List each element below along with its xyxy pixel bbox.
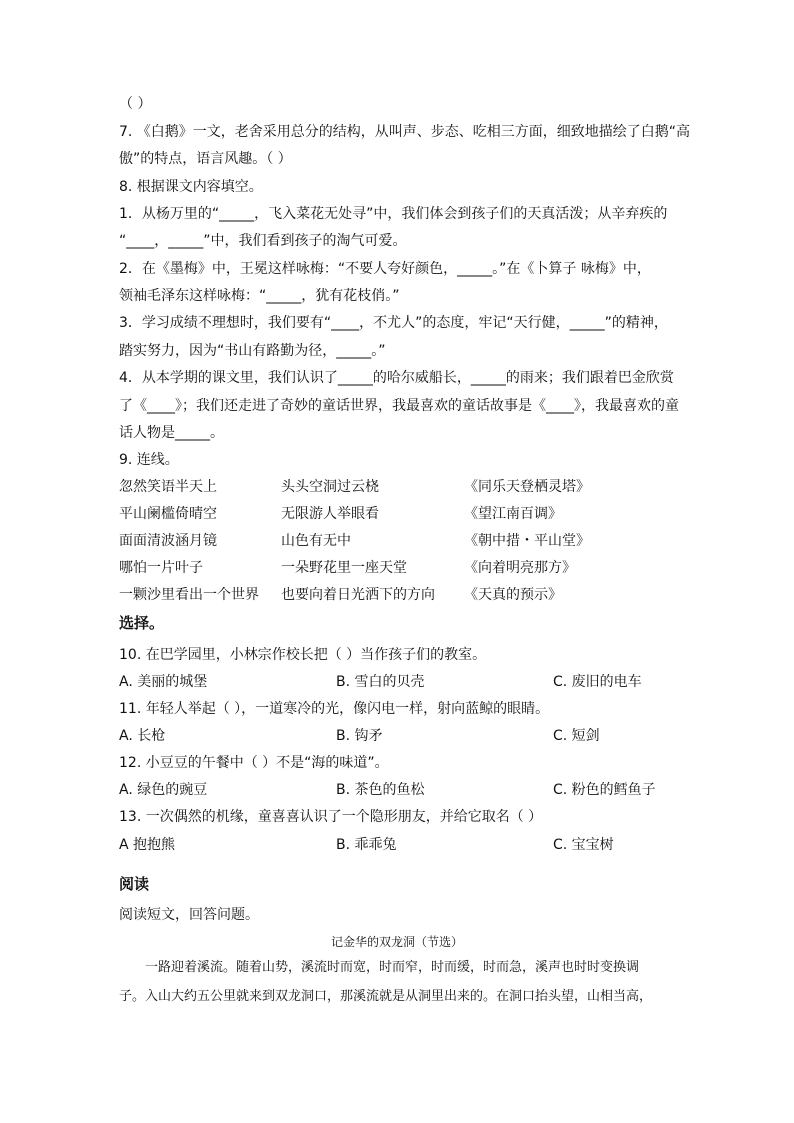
question-7-line-1: 7. 《白鹅》一文，老舍采用总分的结构，从叫声、步态、吃相三方面，细致地描绘了白鹅“高 — [119, 124, 691, 140]
match-left-1: 忽然笑语半天上 — [119, 479, 217, 495]
question-10-option-b: B. 雪白的贝壳 — [336, 674, 425, 690]
match-left-2: 平山阑槛倚晴空 — [119, 506, 217, 522]
match-right-1: 《同乐天登栖灵塔》 — [464, 479, 590, 495]
question-13-option-b: B. 乖乖兔 — [336, 837, 397, 853]
question-8-1-line-1: 1．从杨万里的“_____，飞入菜花无处寻”中，我们体会到孩子们的天真活泼；从辛弃疾的 — [119, 206, 668, 222]
question-12-option-c: C. 粉色的鳕鱼子 — [553, 782, 656, 798]
question-8-4-line-3: 话人物是_____。 — [119, 425, 224, 441]
match-middle-1: 头头空洞过云桡 — [281, 479, 379, 495]
section-heading-reading: 阅读 — [119, 875, 150, 893]
question-12-option-a: A. 绿色的豌豆 — [119, 782, 208, 798]
passage-title: 记金华的双龙洞（节选） — [330, 935, 463, 949]
passage-line-1: 一路迎着溪流。随着山势，溪流时而宽，时而窄，时而缓，时而急，溪声也时时变换调 — [119, 960, 640, 975]
question-11-option-b: B. 钩矛 — [336, 728, 383, 744]
question-11-option-c: C. 短剑 — [553, 728, 600, 744]
question-13-option-c: C. 宝宝树 — [553, 837, 614, 853]
match-middle-4: 一朵野花里一座天堂 — [281, 560, 407, 576]
match-middle-2: 无限游人举眼看 — [281, 506, 379, 522]
match-right-5: 《天真的预示》 — [464, 587, 562, 603]
match-left-4: 哪怕一片叶子 — [119, 560, 203, 576]
match-middle-3: 山色有无中 — [281, 533, 351, 549]
question-13-stem: 13. 一次偶然的机缘，童喜喜认识了一个隐形朋友，并给它取名（ ） — [119, 809, 543, 825]
answer-bracket: （ ） — [119, 96, 152, 112]
question-9-title: 9. 连线。 — [119, 452, 179, 468]
question-10-stem: 10. 在巴学园里，小林宗作校长把（ ）当作孩子们的教室。 — [119, 647, 487, 663]
question-8-title: 8. 根据课文内容填空。 — [119, 179, 263, 195]
question-8-3-line-1: 3．学习成绩不理想时，我们要有“____，不尤人”的态度，牢记“天行健，_____”的精神， — [119, 315, 668, 331]
question-12-option-b: B. 茶色的鱼松 — [336, 782, 425, 798]
match-left-5: 一颗沙里看出一个世界 — [119, 587, 259, 603]
question-13-option-a: A 抱抱熊 — [119, 837, 176, 853]
match-right-3: 《朝中措・平山堂》 — [464, 533, 590, 549]
match-left-3: 面面清波涵月镜 — [119, 533, 217, 549]
match-right-2: 《望江南百调》 — [464, 506, 562, 522]
question-8-2-line-2: 领袖毛泽东这样咏梅：“_____，犹有花枝俏。” — [119, 288, 400, 304]
question-11-option-a: A. 长枪 — [119, 728, 166, 744]
question-8-1-line-2: “____，_____”中，我们看到孩子的淘气可爱。 — [119, 233, 407, 249]
question-10-option-c: C. 废旧的电车 — [553, 674, 642, 690]
question-8-4-line-1: 4．从本学期的课文里，我们认识了_____的哈尔威船长，_____的雨来；我们跟着巴金欣赏 — [119, 370, 674, 386]
question-8-3-line-2: 踏实努力，因为“书山有路勤为径，_____。” — [119, 343, 386, 359]
section-heading-choice: 选择。 — [119, 614, 165, 632]
match-right-4: 《向着明亮那方》 — [464, 560, 576, 576]
question-12-stem: 12. 小豆豆的午餐中（ ）不是“海的味道”。 — [119, 755, 389, 771]
passage-line-2: 子。入山大约五公里就来到双龙洞口，那溪流就是从洞里出来的。在洞口抬头望，山相当高， — [119, 989, 653, 1004]
question-8-4-line-2: 了《____》；我们还走进了奇妙的童话世界，我最喜欢的童话故事是《____》，我最喜欢的童 — [119, 398, 679, 414]
question-10-option-a: A. 美丽的城堡 — [119, 674, 208, 690]
match-middle-5: 也要向着日光洒下的方向 — [281, 587, 435, 603]
question-7-line-2: 傲”的特点，语言风趣。（ ） — [119, 151, 292, 167]
reading-instructions: 阅读短文，回答问题。 — [119, 907, 259, 923]
question-11-stem: 11. 年轻人举起（ ），一道寒冷的光，像闪电一样，射向蓝鲸的眼睛。 — [119, 701, 550, 717]
question-8-2-line-1: 2．在《墨梅》中，王冕这样咏梅：“不要人夸好颜色，_____。”在《卜算子 咏梅》中， — [119, 261, 651, 277]
